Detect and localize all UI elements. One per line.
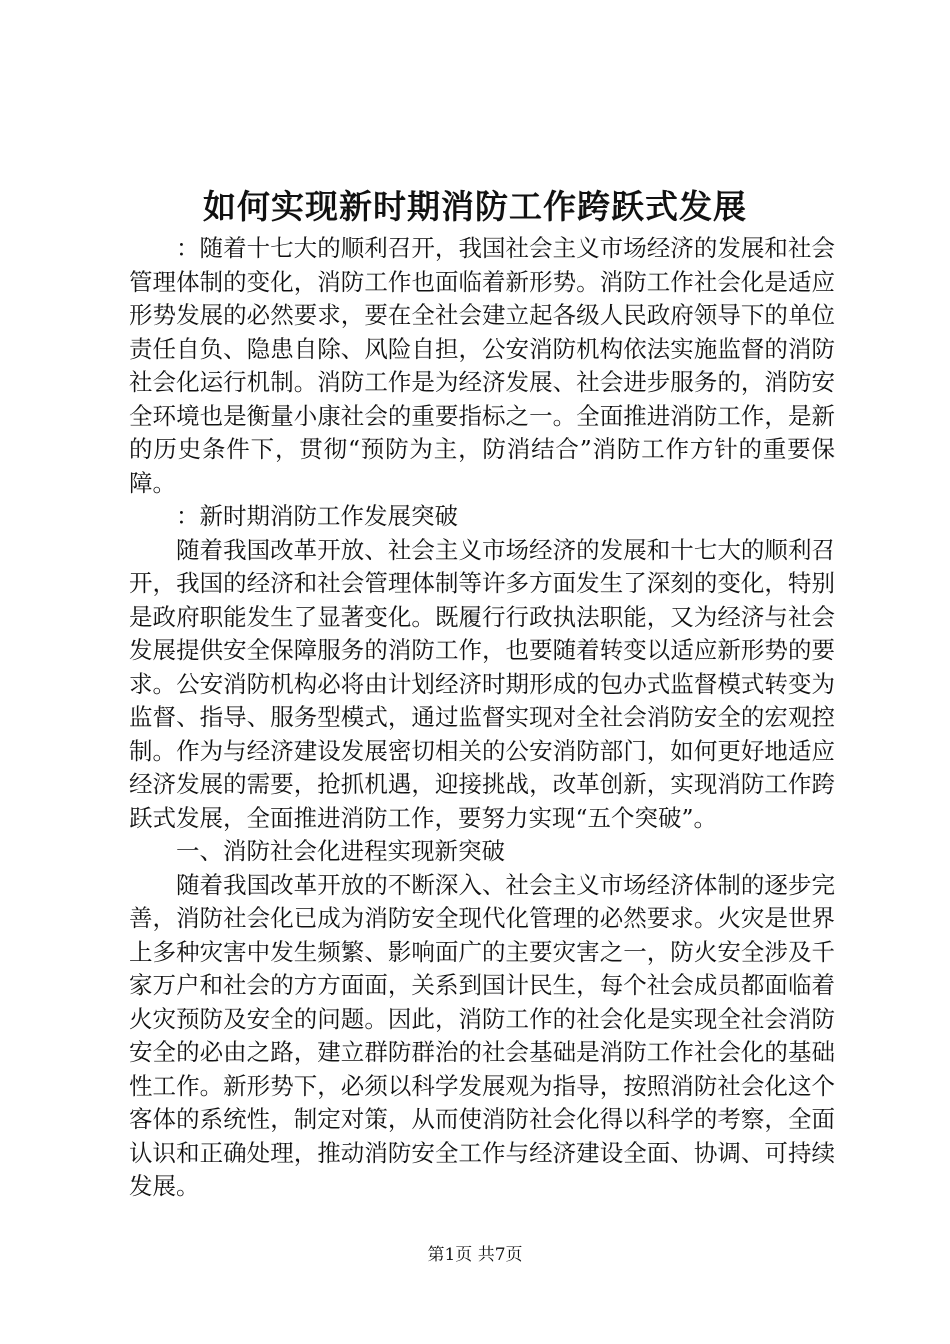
paragraph-socialization: 随着我国改革开放的不断深入、社会主义市场经济体制的逐步完善，消防社会化已成为消防安全现代化管理的必然要求。火灾是世界上多种灾害中发生频繁、影响面广的主要灾害之一，防火安全涉及千家万户和社会的方方面面，关系到国计民生，每个社会成员都面临着火灾预防及安全的问题。因此，消防工作的社会化是实现全社会消防安全的必由之路，建立群防群治的社会基础是消防工作社会化的基础性工作。新形势下，必须以科学发展观为指导，按照消防社会化这个客体的系统性，制定对策，从而使消防社会化得以科学的考察，全面认识和正确处理，推动消防安全工作与经济建设全面、协调、可持续发展。 [129, 870, 835, 1200]
paragraph-intro: ：随着十七大的顺利召开，我国社会主义市场经济的发展和社会管理体制的变化，消防工作也面临着新形势。消防工作社会化是适应形势发展的必然要求，要在全社会建立起各级人民政府领导下的单位责任自负、隐患自除、风险自担，公安消防机构依法实施监督的消防社会化运行机制。消防工作是为经济发展、社会进步服务的，消防安全环境也是衡量小康社会的重要指标之一。全面推进消防工作，是新的历史条件下，贯彻“预防为主，防消结合”消防工作方针的重要保障。 [129, 234, 835, 497]
document-body [129, 232, 835, 1204]
paragraph-reform: 随着我国改革开放、社会主义市场经济的发展和十七大的顺利召开，我国的经济和社会管理体制等许多方面发生了深刻的变化，特别是政府职能发生了显著变化。既履行行政执法职能，又为经济与社会发展提供安全保障服务的消防工作，也要随着转变以适应新形势的要求。公安消防机构必将由计划经济时期形成的包办式监督模式转变为监督、指导、服务型模式，通过监督实现对全社会消防安全的宏观控制。作为与经济建设发展密切相关的公安消防部门，如何更好地适应经济发展的需要，抢抓机遇，迎接挑战，改革创新，实现消防工作跨跃式发展，全面推进消防工作，要努力实现“五个突破”。 [129, 535, 835, 832]
document-title: 如何实现新时期消防工作跨跃式发展 [203, 187, 747, 226]
section-heading-socialization: 一、消防社会化进程实现新突破 [176, 837, 505, 865]
page-number-footer: 第1页 共7页 [427, 1245, 523, 1265]
section-heading-breakthrough: ：新时期消防工作发展突破 [176, 502, 458, 530]
